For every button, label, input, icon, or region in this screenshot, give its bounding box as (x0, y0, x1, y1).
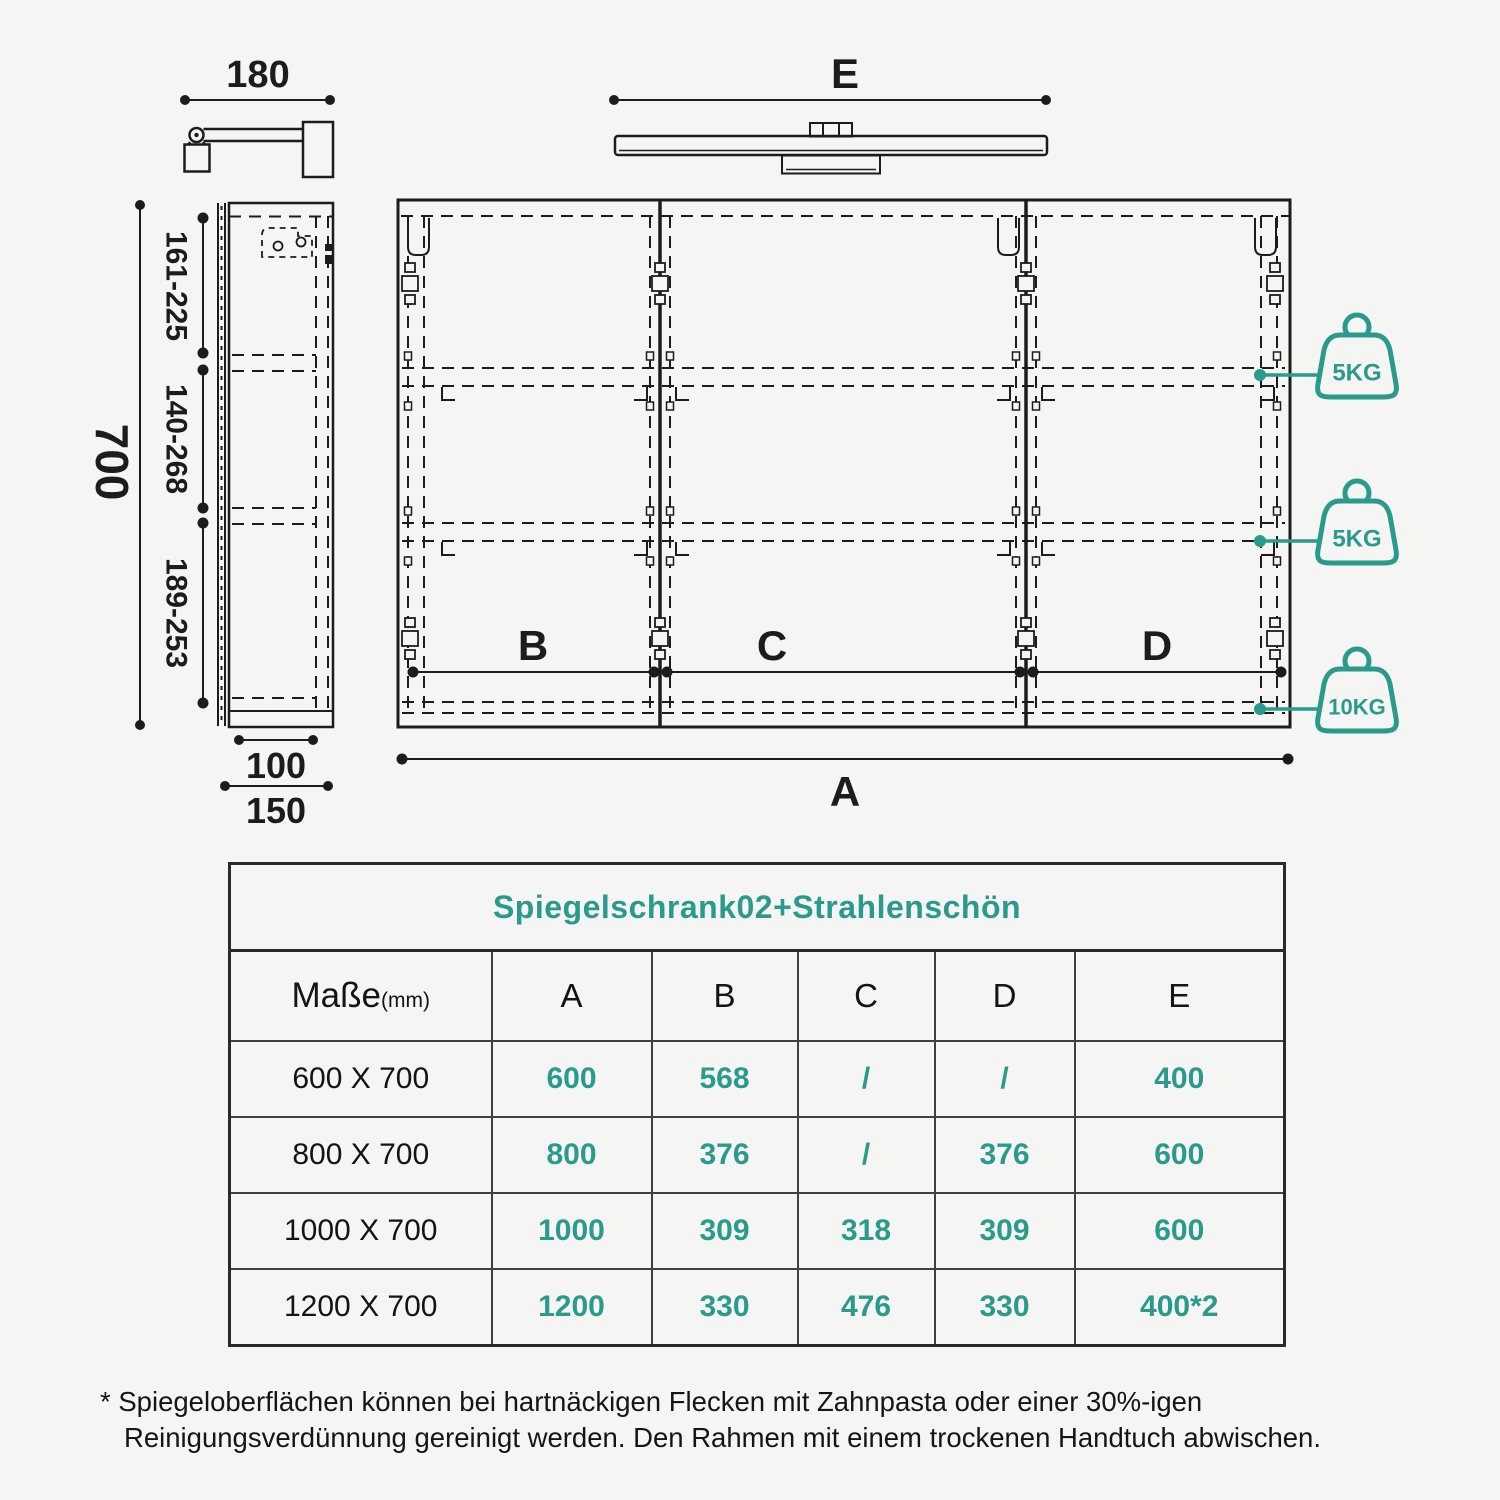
value-a: 1200 (492, 1269, 652, 1346)
cabinet-height-label: 700 (86, 423, 138, 501)
light-width-dimension (609, 50, 1051, 105)
footnote-line-1: * Spiegeloberflächen können bei hartnäckigen Flecken mit Zahnpasta oder einer 30%-igen (100, 1386, 1203, 1417)
cabinet-width-label: A (829, 768, 861, 815)
value-a: 800 (492, 1117, 652, 1193)
value-c: / (798, 1041, 935, 1117)
table-row (230, 1193, 1285, 1269)
value-c: 318 (798, 1193, 935, 1269)
value-e: 600 (1075, 1193, 1285, 1269)
door-middle-label: C (756, 622, 788, 669)
column-header-d: D (935, 951, 1075, 1042)
footnote (100, 1384, 1460, 1456)
shelf-spacing-dimensions (160, 214, 208, 708)
light-width-label: E (830, 50, 860, 97)
dimension-unit: (mm) (380, 989, 430, 1012)
shelf-range-bottom-label: 189-253 (159, 557, 193, 669)
door-left-label: B (517, 622, 549, 669)
row-size: 1000 X 700 (230, 1193, 492, 1269)
value-d: 376 (935, 1117, 1075, 1193)
door-right-label: D (1141, 622, 1173, 669)
shelf-pin-details (405, 352, 1281, 565)
value-b: 376 (652, 1117, 798, 1193)
light-bar-front-view (615, 123, 1047, 174)
cabinet-width-dimension (397, 754, 1294, 816)
value-d: 309 (935, 1193, 1075, 1269)
value-b: 568 (652, 1041, 798, 1117)
value-a: 1000 (492, 1193, 652, 1269)
value-b: 309 (652, 1193, 798, 1269)
row-size: 800 X 700 (230, 1117, 492, 1193)
lamp-depth-label: 180 (226, 54, 290, 96)
value-e: 400 (1075, 1041, 1285, 1117)
value-c: / (798, 1117, 935, 1193)
weight-icon-top-shelf (1318, 315, 1397, 397)
load-middle-shelf-label: 5KG (1332, 525, 1382, 553)
column-header-b: B (652, 951, 798, 1042)
door-width-dimensions (409, 622, 1286, 677)
cabinet-side-view (218, 203, 333, 727)
row-size: 1200 X 700 (230, 1269, 492, 1346)
value-a: 600 (492, 1041, 652, 1117)
value-c: 476 (798, 1269, 935, 1346)
cabinet-height-dimension (86, 200, 145, 730)
column-header-a: A (492, 951, 652, 1042)
value-d: 330 (935, 1269, 1075, 1346)
value-e: 400*2 (1075, 1269, 1285, 1346)
dimension-header-cell (230, 951, 492, 1042)
lamp-depth-dimension (180, 54, 335, 105)
footnote-line-2: Reinigungsverdünnung gereinigt werden. Den Rahmen mit einem trockenen Handtuch abwischen. (124, 1422, 1321, 1453)
load-bottom-label: 10KG (1328, 694, 1386, 720)
value-d: / (935, 1041, 1075, 1117)
hinge-details (402, 263, 1283, 659)
column-header-e: E (1075, 951, 1285, 1042)
lamp-side-view (185, 122, 334, 177)
value-b: 330 (652, 1269, 798, 1346)
table-row (230, 1269, 1285, 1346)
column-header-c: C (798, 951, 935, 1042)
corner-hooks (408, 218, 1276, 255)
row-size: 600 X 700 (230, 1041, 492, 1117)
load-top-shelf-label: 5KG (1332, 359, 1382, 387)
table-row (230, 1117, 1285, 1193)
depth-total-label: 150 (245, 790, 307, 831)
shelf-range-middle-label: 140-268 (159, 383, 193, 495)
dimensions-table (228, 862, 1286, 1347)
table-title: Spiegelschrank02+Strahlenschön (230, 864, 1285, 951)
dimension-header: Maße (291, 976, 381, 1015)
weight-icon-bottom (1318, 649, 1397, 731)
shelf-range-top-label: 161-225 (159, 230, 193, 342)
value-e: 600 (1075, 1117, 1285, 1193)
depth-dimensions (220, 735, 333, 831)
depth-inner-label: 100 (245, 745, 307, 786)
mounting-bracket-detail (262, 228, 333, 264)
shelf-brackets (442, 387, 1274, 555)
load-capacity-callouts (1254, 315, 1396, 731)
weight-icon-middle-shelf (1318, 481, 1397, 563)
table-row (230, 1041, 1285, 1117)
